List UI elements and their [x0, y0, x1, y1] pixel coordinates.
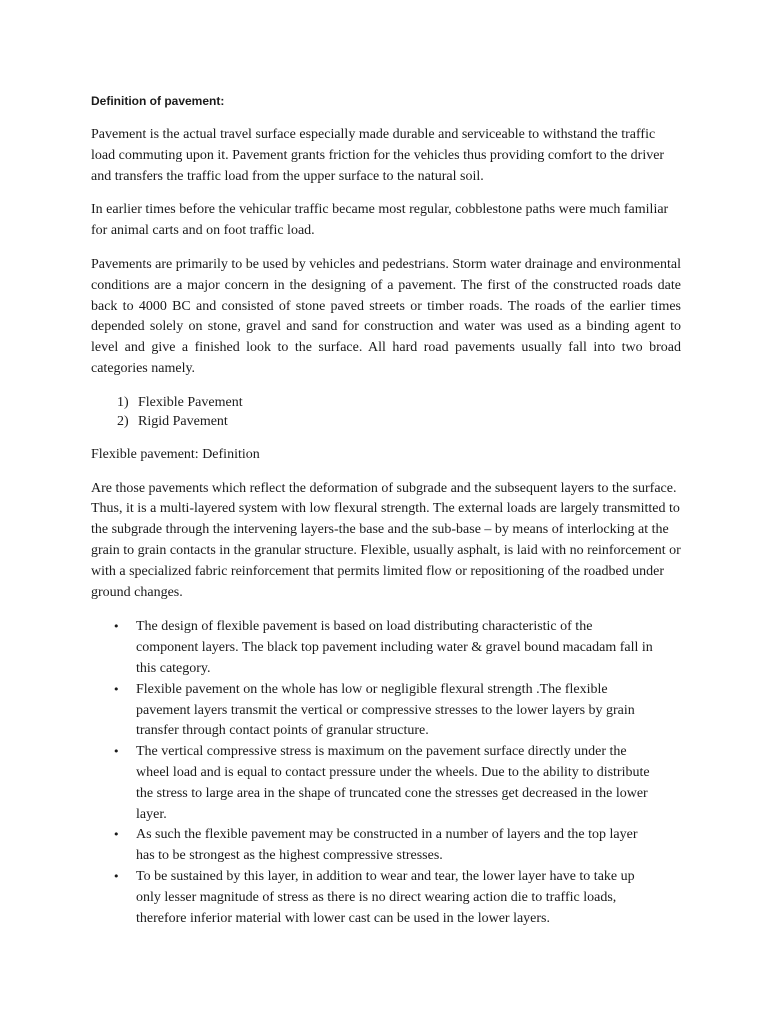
list-item	[91, 393, 681, 413]
list-item	[91, 867, 656, 929]
list-item-text: Rigid Pavement	[138, 414, 228, 430]
bullet-text: As such the flexible pavement may be constructed in a number of layers and the top layer has to be strongest as the highest compressive stresses.	[136, 827, 638, 864]
bullet-text: Flexible pavement on the whole has low or negligible flexural strength .The flexible pavement layers transmit the vertical or compressive stresses to the lower layers by grain transfer through contact points of granular structure.	[136, 681, 635, 739]
list-item-text: Flexible Pavement	[138, 394, 243, 410]
document-heading: Definition of pavement:	[91, 94, 225, 108]
paragraph-flexible-definition: Are those pavements which reflect the deformation of subgrade and the subsequent layers to the surface. Thus, it is a multi-layered system with low flexural strength. The external loads are largely transmitted to the subgrade through the intervening layers-the base and the sub-base – by means of interlocking at the grain to grain contacts in the granular structure. Flexible, usually asphalt, is laid with no reinforcement or with a specialized fabric reinforcement that permits limited flow or repositioning of the roadbed under ground changes.	[91, 480, 681, 600]
bullet-text: To be sustained by this layer, in addition to wear and tear, the lower layer have to take up only lesser magnitude of stress as there is no direct wearing action die to traffic loads, therefore inferior material with lower cast can be used in the lower layers.	[136, 868, 635, 926]
bullet-text: The design of flexible pavement is based on load distributing characteristic of the component layers. The black top pavement including water & gravel bound macadam fall in this category.	[136, 619, 653, 676]
flexible-pavement-subheading: Flexible pavement: Definition	[91, 446, 260, 462]
list-number: 2)	[117, 414, 129, 430]
bullet-icon: •	[113, 828, 120, 842]
paragraph-usage: Pavements are primarily to be used by vehicles and pedestrians. Storm water drainage and environmental conditions are a major concern in the designing of a pavement. The first of the constructed roads date back to 4000 BC and consisted of stone paved streets or timber roads. The roads of the earlier times depended solely on stone, gravel and sand for construction and water was used as a binding agent to level and give a finished look to the surface. All hard road pavements usually fall into two broad categories namely.	[91, 256, 681, 376]
list-item	[91, 742, 656, 825]
bullet-text: The vertical compressive stress is maximum on the pavement surface directly under the wheel load and is equal to contact pressure under the wheels. Due to the ability to distribute the stress to large area in the shape of truncated cone the stresses get decreased in the lower layer.	[136, 744, 650, 822]
bullet-icon: •	[113, 620, 120, 634]
list-number: 1)	[117, 394, 129, 410]
list-item	[91, 825, 656, 867]
bullet-icon: •	[113, 745, 120, 759]
paragraph-history: In earlier times before the vehicular traffic became most regular, cobblestone paths were much familiar for animal carts and on foot traffic load.	[91, 202, 669, 239]
bullet-icon: •	[113, 869, 120, 883]
flexible-pavement-bullets	[91, 617, 681, 929]
paragraph-definition: Pavement is the actual travel surface especially made durable and serviceable to withstand the traffic load commuting upon it. Pavement grants friction for the vehicles thus providing comfort to the driver and transfers the traffic load from the upper surface to the natural soil.	[91, 127, 665, 184]
pavement-categories-list	[91, 393, 681, 432]
list-item	[91, 412, 681, 432]
list-item	[91, 680, 656, 742]
list-item	[91, 617, 656, 679]
document-page	[91, 92, 681, 929]
bullet-icon: •	[113, 682, 120, 696]
